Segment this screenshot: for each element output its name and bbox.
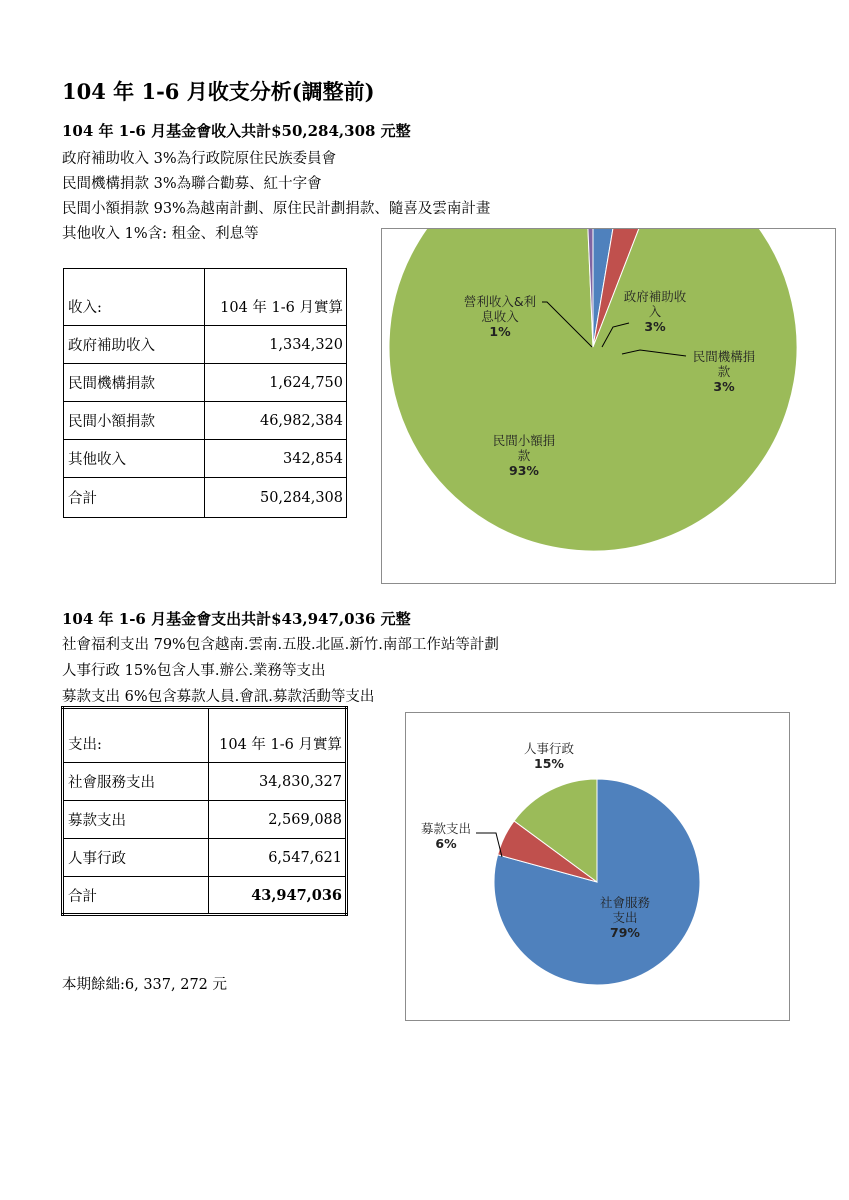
income-row-value: 1,334,320 [205, 326, 347, 364]
expense-total-label: 合計 [63, 877, 209, 915]
expense-header-label: 支出: [63, 708, 209, 763]
income-pie-chart [381, 228, 836, 584]
income-pie-data-label-pct: 93% [509, 463, 539, 478]
income-pie-data-label: 民間機構捐 [692, 349, 756, 364]
page-title: 104 年 1-6 月收支分析(調整前) [62, 79, 375, 104]
income-row-label: 民間小額捐款 [64, 402, 205, 440]
expense-pie-data-label: 募款支出 [420, 821, 472, 836]
income-row-label: 政府補助收入 [64, 326, 205, 364]
expense-pie-data-label-pct: 15% [534, 756, 564, 771]
income-header-period: 104 年 1-6 月實算 [205, 269, 347, 326]
table-row-total [64, 478, 347, 518]
expense-pie-data-label-pct: 6% [435, 836, 457, 851]
expense-row-label: 人事行政 [63, 839, 209, 877]
income-pie-data-label: 款 [717, 364, 731, 379]
income-note-4: 其他收入 1%含: 租金、利息等 [62, 226, 259, 242]
income-heading: 104 年 1-6 月基金會收入共計$50,284,308 元整 [62, 122, 411, 140]
income-pie-data-label-pct: 3% [644, 319, 666, 334]
income-row-value: 342,854 [205, 440, 347, 478]
income-note-1: 政府補助收入 3%為行政院原住民族委員會 [62, 151, 337, 167]
expense-table [61, 706, 348, 916]
income-note-2: 民間機構捐款 3%為聯合勸募、紅十字會 [62, 176, 322, 192]
table-row [64, 364, 347, 402]
expense-total-value: 43,947,036 [209, 877, 347, 915]
income-pie-data-label: 營利收入&利 [463, 294, 537, 309]
income-pie-data-label: 入 [648, 304, 662, 319]
income-total-label: 合計 [64, 478, 205, 518]
table-header-row [63, 708, 347, 763]
table-row [64, 440, 347, 478]
expense-row-value: 2,569,088 [209, 801, 347, 839]
table-row [63, 801, 347, 839]
expense-note-1: 社會福利支出 79%包含越南.雲南.五股.北區.新竹.南部工作站等計劃 [62, 637, 499, 653]
income-row-label: 其他收入 [64, 440, 205, 478]
income-row-label: 民間機構捐款 [64, 364, 205, 402]
expense-header-period: 104 年 1-6 月實算 [209, 708, 347, 763]
income-pie-data-label: 政府補助收 [623, 289, 687, 304]
table-row [63, 839, 347, 877]
expense-pie-data-label: 人事行政 [523, 741, 575, 756]
income-total-value: 50,284,308 [205, 478, 347, 518]
income-table [63, 268, 347, 518]
expense-pie-data-label-pct: 79% [610, 925, 640, 940]
expense-pie-svg [406, 713, 789, 1020]
expense-row-label: 社會服務支出 [63, 763, 209, 801]
income-pie-data-label: 息收入 [481, 309, 519, 324]
expense-pie-chart [405, 712, 790, 1021]
income-pie-data-label: 款 [517, 448, 531, 463]
period-balance: 本期餘絀:6, 337, 272 元 [62, 977, 228, 993]
table-header-row [64, 269, 347, 326]
income-row-value: 46,982,384 [205, 402, 347, 440]
expense-row-value: 34,830,327 [209, 763, 347, 801]
expense-heading: 104 年 1-6 月基金會支出共計$43,947,036 元整 [62, 610, 411, 628]
income-note-3: 民間小額捐款 93%為越南計劃、原住民計劃捐款、隨喜及雲南計畫 [62, 201, 491, 217]
income-pie-svg [382, 229, 835, 583]
expense-pie-data-label: 社會服務 [599, 895, 651, 910]
income-pie-data-label-pct: 3% [713, 379, 735, 394]
table-row [63, 763, 347, 801]
income-pie-data-label: 民間小額捐 [492, 433, 556, 448]
table-row-total [63, 877, 347, 915]
income-header-label: 收入: [64, 269, 205, 326]
expense-pie-data-label: 支出 [612, 910, 638, 925]
expense-row-label: 募款支出 [63, 801, 209, 839]
table-row [64, 326, 347, 364]
expense-row-value: 6,547,621 [209, 839, 347, 877]
expense-note-3: 募款支出 6%包含募款人員.會訊.募款活動等支出 [62, 689, 375, 705]
expense-note-2: 人事行政 15%包含人事.辦公.業務等支出 [62, 663, 326, 679]
income-row-value: 1,624,750 [205, 364, 347, 402]
table-row [64, 402, 347, 440]
income-pie-data-label-pct: 1% [489, 324, 511, 339]
